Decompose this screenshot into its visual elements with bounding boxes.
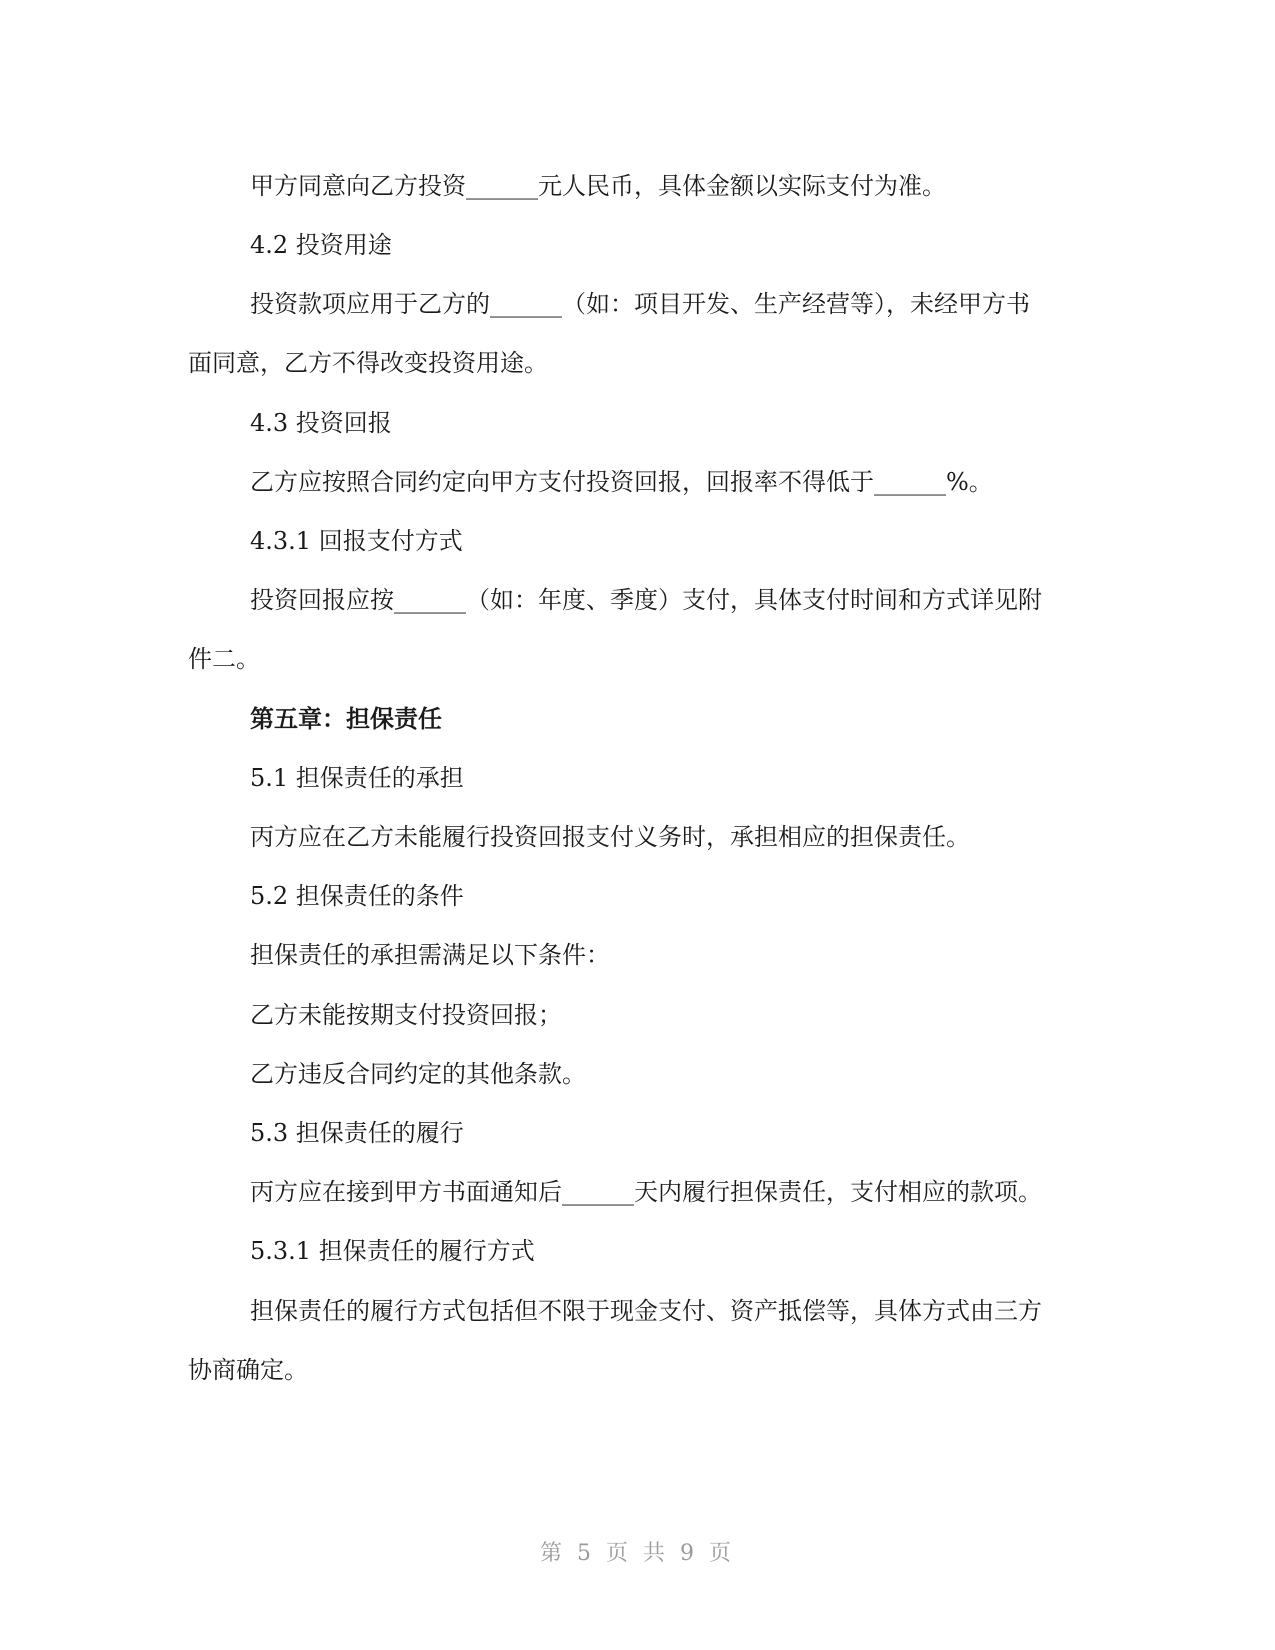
paragraph-guarantee-methods-line2: 协商确定。 [188,1356,308,1384]
section-heading-5-2: 5.2 担保责任的条件 [250,882,464,910]
paragraph-guarantee-deadline: 丙方应在接到甲方书面通知后______天内履行担保责任，支付相应的款项。 [250,1178,1042,1206]
paragraph-return-rate: 乙方应按照合同约定向甲方支付投资回报，回报率不得低于______%。 [250,468,993,496]
chapter-five-title: 第五章：担保责任 [250,704,442,733]
paragraph-investment-use-line2: 面同意，乙方不得改变投资用途。 [188,349,548,377]
list-item-condition-2: 乙方违反合同约定的其他条款。 [250,1060,586,1088]
section-heading-4-3: 4.3 投资回报 [250,409,392,437]
paragraph-payment-method-line1: 投资回报应按______（如：年度、季度）支付，具体支付时间和方式详见附 [250,586,1042,614]
paragraph-investment-use-line1: 投资款项应用于乙方的______（如：项目开发、生产经营等），未经甲方书 [250,290,1030,318]
paragraph-payment-method-line2: 件二。 [188,645,260,673]
section-heading-5-3: 5.3 担保责任的履行 [250,1119,464,1147]
paragraph-guarantee-obligation: 丙方应在乙方未能履行投资回报支付义务时，承担相应的担保责任。 [250,823,970,851]
page-number-footer: 第 5 页 共 9 页 [540,1541,735,1566]
paragraph-investment-amount: 甲方同意向乙方投资______元人民币，具体金额以实际支付为准。 [250,172,946,200]
section-heading-4-3-1: 4.3.1 回报支付方式 [250,527,463,555]
section-heading-5-1: 5.1 担保责任的承担 [250,764,464,792]
section-heading-4-2: 4.2 投资用途 [250,231,392,259]
list-item-condition-1: 乙方未能按期支付投资回报； [250,1001,562,1029]
section-heading-5-3-1: 5.3.1 担保责任的履行方式 [250,1237,535,1265]
paragraph-guarantee-methods-line1: 担保责任的履行方式包括但不限于现金支付、资产抵偿等，具体方式由三方 [250,1297,1042,1325]
paragraph-guarantee-conditions: 担保责任的承担需满足以下条件： [250,941,610,969]
